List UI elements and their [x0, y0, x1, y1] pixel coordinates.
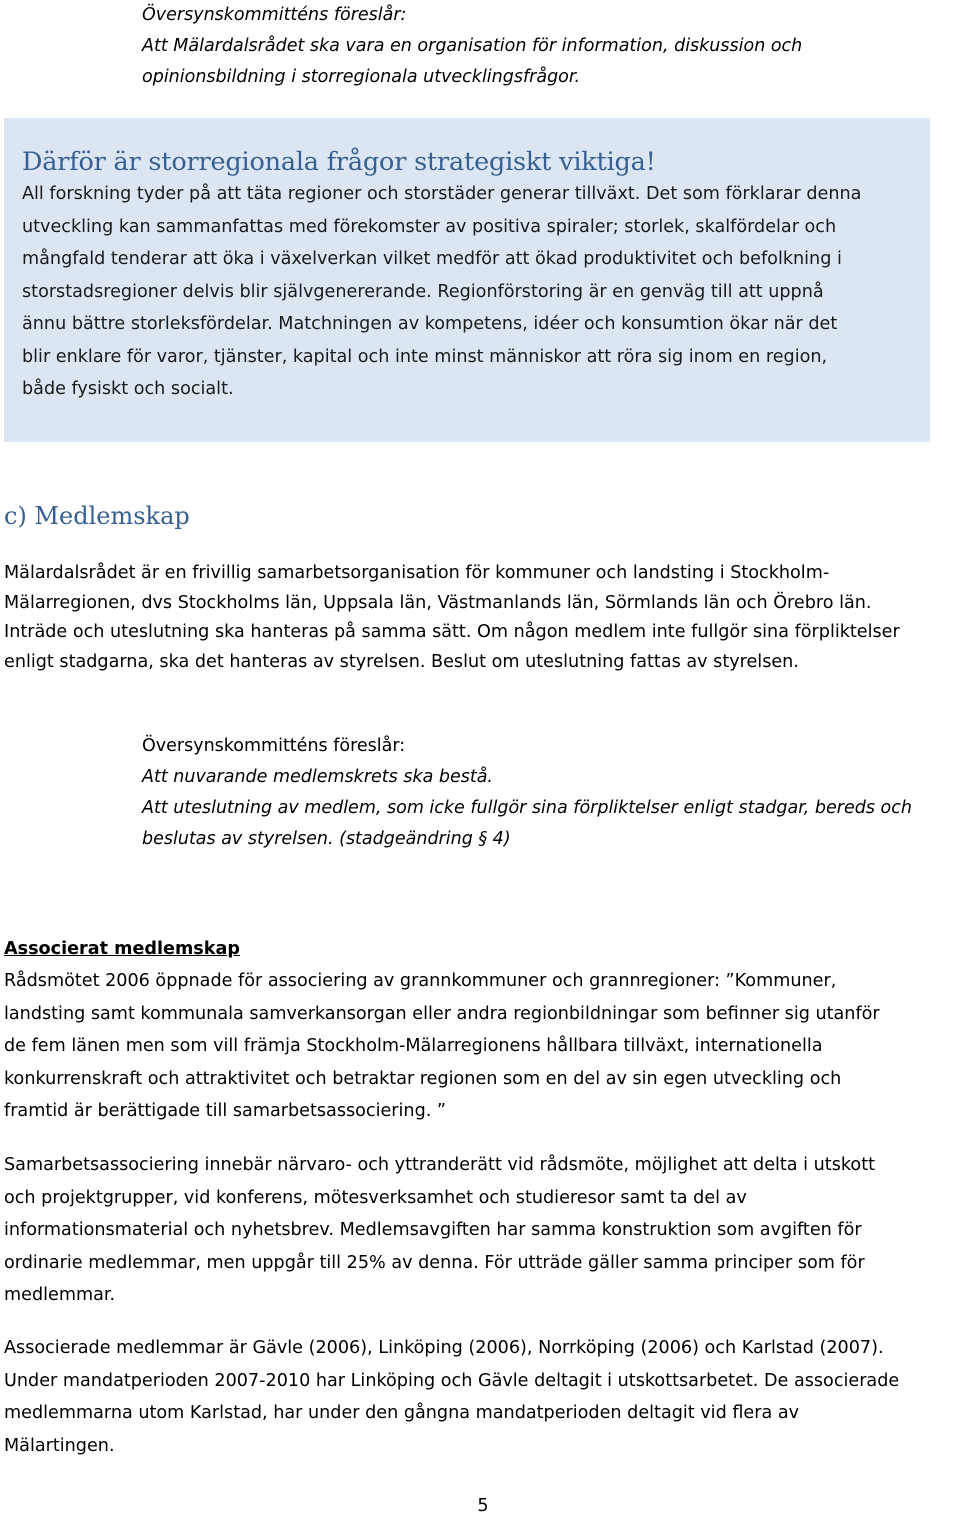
associate-paragraph-2	[4, 1149, 960, 1312]
paragraph-line: enligt stadgarna, ska det hanteras av styrelsen. Beslut om uteslutning fattas av styrelsen.	[4, 651, 799, 672]
paragraph-line: Mälardalsrådet är en frivillig samarbetsorganisation för kommuner och landsting i Stockholm-	[4, 563, 830, 583]
paragraph-line: Associerade medlemmar är Gävle (2006), Linköping (2006), Norrköping (2006) och Karlstad (2007).	[4, 1338, 884, 1358]
proposal-1-line: opinionsbildning i storregionala utvecklingsfrågor.	[142, 67, 581, 87]
associate-paragraph-3	[4, 1332, 960, 1462]
callout-line: storstadsregioner delvis blir självgenererande. Regionförstoring är en genväg till att uppnå	[22, 281, 824, 302]
paragraph-line: Samarbetsassociering innebär närvaro- och yttranderätt vid rådsmöte, möjlighet att delta i utskott	[4, 1155, 875, 1175]
proposal-2	[142, 731, 960, 855]
section-heading-medlemskap: c) Medlemskap	[4, 502, 190, 530]
paragraph-line: Rådsmötet 2006 öppnade för associering av grannkommuner och grannregioner: ”Kommuner,	[4, 971, 837, 991]
paragraph-line: Mälartingen.	[4, 1435, 115, 1456]
proposal-2-line: beslutas av styrelsen. (stadgeändring § 4)	[142, 829, 511, 849]
paragraph-line: Mälarregionen, dvs Stockholms län, Uppsala län, Västmanlands län, Sörmlands län och Örebro län.	[4, 592, 872, 613]
paragraph-line: de fem länen men som vill främja Stockholm-Mälarregionens hållbara tillväxt, internationella	[4, 1036, 823, 1056]
associate-heading: Associerat medlemskap	[4, 939, 240, 959]
callout-line: ännu bättre storleksfördelar. Matchningen av kompetens, idéer och konsumtion ökar när det	[22, 314, 838, 334]
proposal-2-label: Översynskommitténs föreslår:	[142, 736, 406, 756]
page-number: 5	[477, 1496, 489, 1516]
proposal-1-label: Översynskommitténs föreslår:	[142, 5, 407, 25]
proposal-1	[142, 0, 960, 93]
paragraph-line: medlemmar.	[4, 1285, 116, 1305]
callout-line: mångfald tenderar att öka i växelverkan vilket medför att ökad produktivitet och befolkning i	[22, 249, 842, 269]
paragraph-line: ordinarie medlemmar, men uppgår till 25% av denna. För utträde gäller samma principer som för	[4, 1252, 865, 1273]
paragraph-line: medlemmarna utom Karlstad, har under den gångna mandatperioden deltagit vid flera av	[4, 1403, 800, 1423]
callout-line: utveckling kan sammanfattas med förekomster av positiva spiraler; storlek, skalfördelar och	[22, 216, 837, 237]
callout-line: både fysiskt och socialt.	[22, 379, 234, 399]
paragraph-line: framtid är berättigade till samarbetsassociering. ”	[4, 1101, 447, 1121]
callout-title: Därför är storregionala frågor strategiskt viktiga!	[22, 147, 656, 177]
paragraph-line: och projektgrupper, vid konferens, mötesverksamhet och studieresor samt ta del av	[4, 1187, 747, 1208]
proposal-1-line: Att Mälardalsrådet ska vara en organisation för information, diskussion och	[142, 36, 803, 56]
proposal-2-line: Att nuvarande medlemskrets ska bestå.	[142, 767, 493, 787]
callout-box	[4, 118, 930, 442]
paragraph-line: landsting samt kommunala samverkansorgan eller andra regionbildningar som befinner sig utanför	[4, 1003, 880, 1024]
section-c-paragraph	[4, 559, 960, 677]
callout-line: blir enklare för varor, tjänster, kapital och inte minst människor att röra sig inom en region,	[22, 346, 828, 367]
paragraph-line: informationsmaterial och nyhetsbrev. Medlemsavgiften har samma konstruktion som avgiften för	[4, 1220, 862, 1240]
paragraph-line: Inträde och uteslutning ska hanteras på samma sätt. Om någon medlem inte fullgör sina förpliktelser	[4, 622, 900, 642]
callout-line: All forskning tyder på att täta regioner och storstäder generar tillväxt. Det som förklarar denna	[22, 184, 862, 204]
paragraph-line: konkurrenskraft och attraktivitet och betraktar regionen som en del av sin egen utveckling och	[4, 1068, 842, 1089]
paragraph-line: Under mandatperioden 2007-2010 har Linköping och Gävle deltagit i utskottsarbetet. De associerade	[4, 1370, 900, 1391]
callout-body	[22, 178, 912, 406]
proposal-2-line: Att uteslutning av medlem, som icke fullgör sina förpliktelser enligt stadgar, bereds och	[142, 798, 912, 818]
associate-paragraph-1	[4, 965, 960, 1128]
